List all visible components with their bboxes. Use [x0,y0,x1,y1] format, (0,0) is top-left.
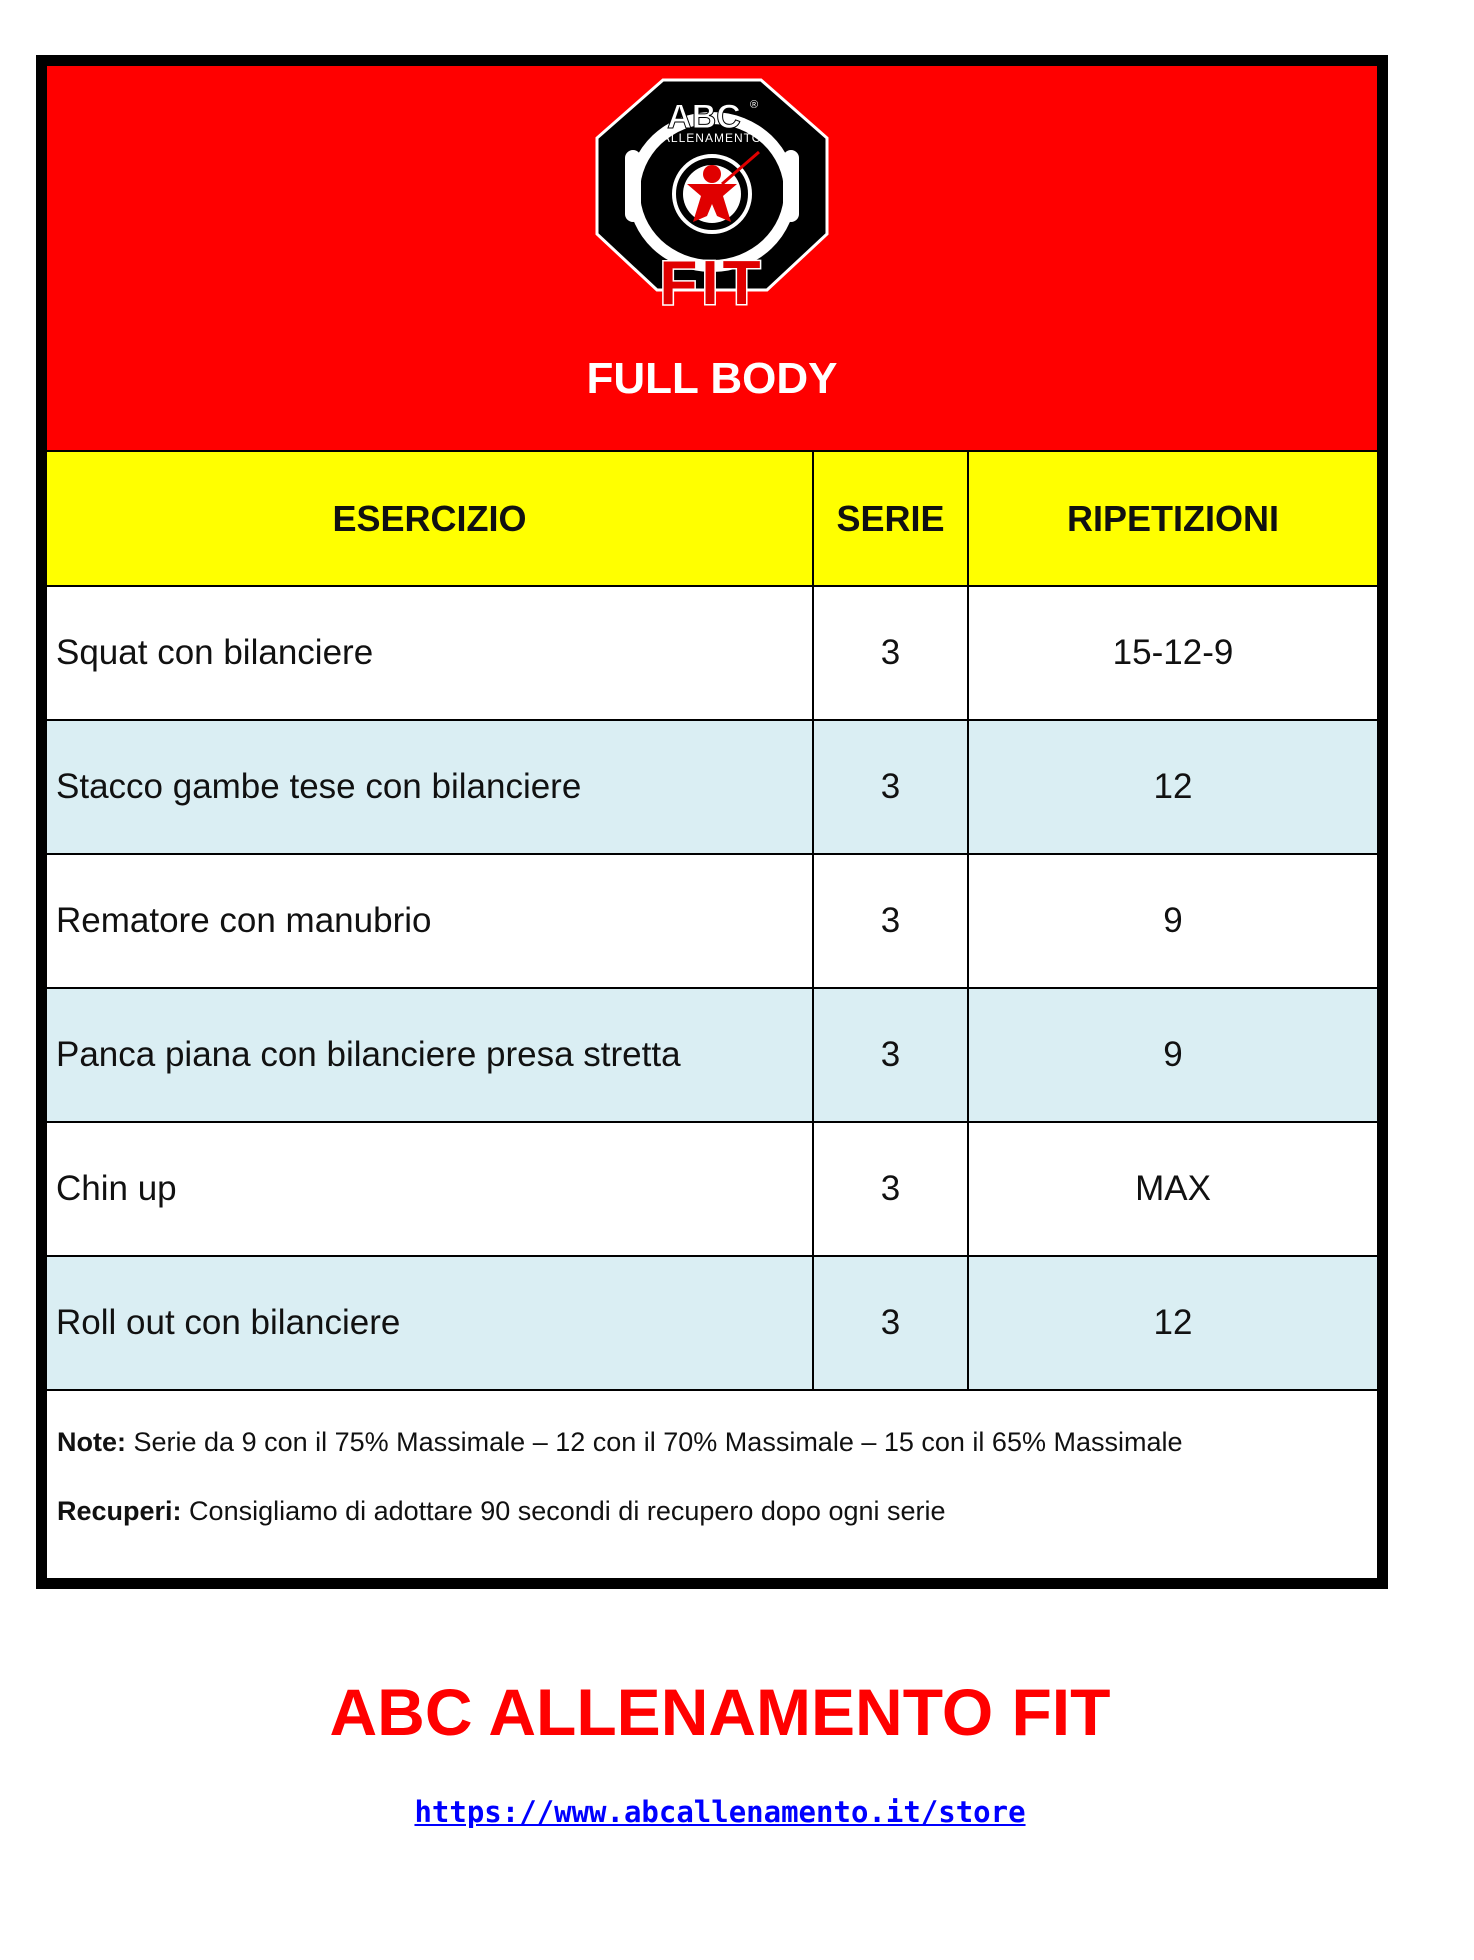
table-row [47,720,1377,854]
notes-section [57,1425,1367,1528]
note-line [57,1425,1367,1459]
cell-ripetizioni: 12 [968,720,1377,854]
page-title: FULL BODY [586,354,838,403]
table-row [47,1122,1377,1256]
brand-name: ABC ALLENAMENTO FIT [329,1675,1111,1749]
cell-serie: 3 [813,854,968,988]
column-header-ripetizioni: RIPETIZIONI [968,452,1377,586]
cell-serie: 3 [813,720,968,854]
logo-grip-left [625,150,641,222]
cell-serie: 3 [813,1122,968,1256]
column-header-serie: SERIE [813,452,968,586]
table-header-row [47,452,1377,586]
recuperi-label: Recuperi: [57,1496,182,1526]
cell-ripetizioni: 9 [968,854,1377,988]
logo-fit-text: FIT [659,249,765,316]
workout-sheet [36,55,1388,1589]
cell-serie: 3 [813,586,968,720]
note-label: Note: [57,1427,126,1457]
column-header-esercizio: ESERCIZIO [47,452,813,586]
table-row [47,988,1377,1122]
cell-ripetizioni: 15-12-9 [968,586,1377,720]
cell-esercizio: Panca piana con bilanciere presa stretta [47,988,813,1122]
cell-esercizio: Rematore con manubrio [47,854,813,988]
cell-serie: 3 [813,1256,968,1390]
cell-esercizio: Stacco gambe tese con bilanciere [47,720,813,854]
table-row [47,1256,1377,1390]
cell-esercizio: Chin up [47,1122,813,1256]
logo-allenamento-text: ALLENAMENTO [661,131,763,145]
table-row [47,586,1377,720]
sheet-header [47,66,1377,452]
recuperi-line [57,1494,1367,1528]
store-link-container [0,1792,1440,1832]
cell-esercizio: Squat con bilanciere [47,586,813,720]
cell-ripetizioni: MAX [968,1122,1377,1256]
cell-esercizio: Roll out con bilanciere [47,1256,813,1390]
cell-ripetizioni: 9 [968,988,1377,1122]
recuperi-text: Consigliamo di adottare 90 secondi di recupero dopo ogni serie [181,1496,946,1526]
cell-ripetizioni: 12 [968,1256,1377,1390]
logo-abc-text: ABC [667,98,741,136]
note-text: Serie da 9 con il 75% Massimale – 12 con il 70% Massimale – 15 con il 65% Massimale [126,1427,1183,1457]
store-link[interactable]: https://www.abcallenamento.it/store [414,1795,1026,1829]
logo-grip-right [783,150,799,222]
workout-table [47,452,1377,1391]
table-row [47,854,1377,988]
abc-allenamento-fit-logo [591,76,833,316]
cell-serie: 3 [813,988,968,1122]
logo-registered-mark: ® [750,99,759,111]
